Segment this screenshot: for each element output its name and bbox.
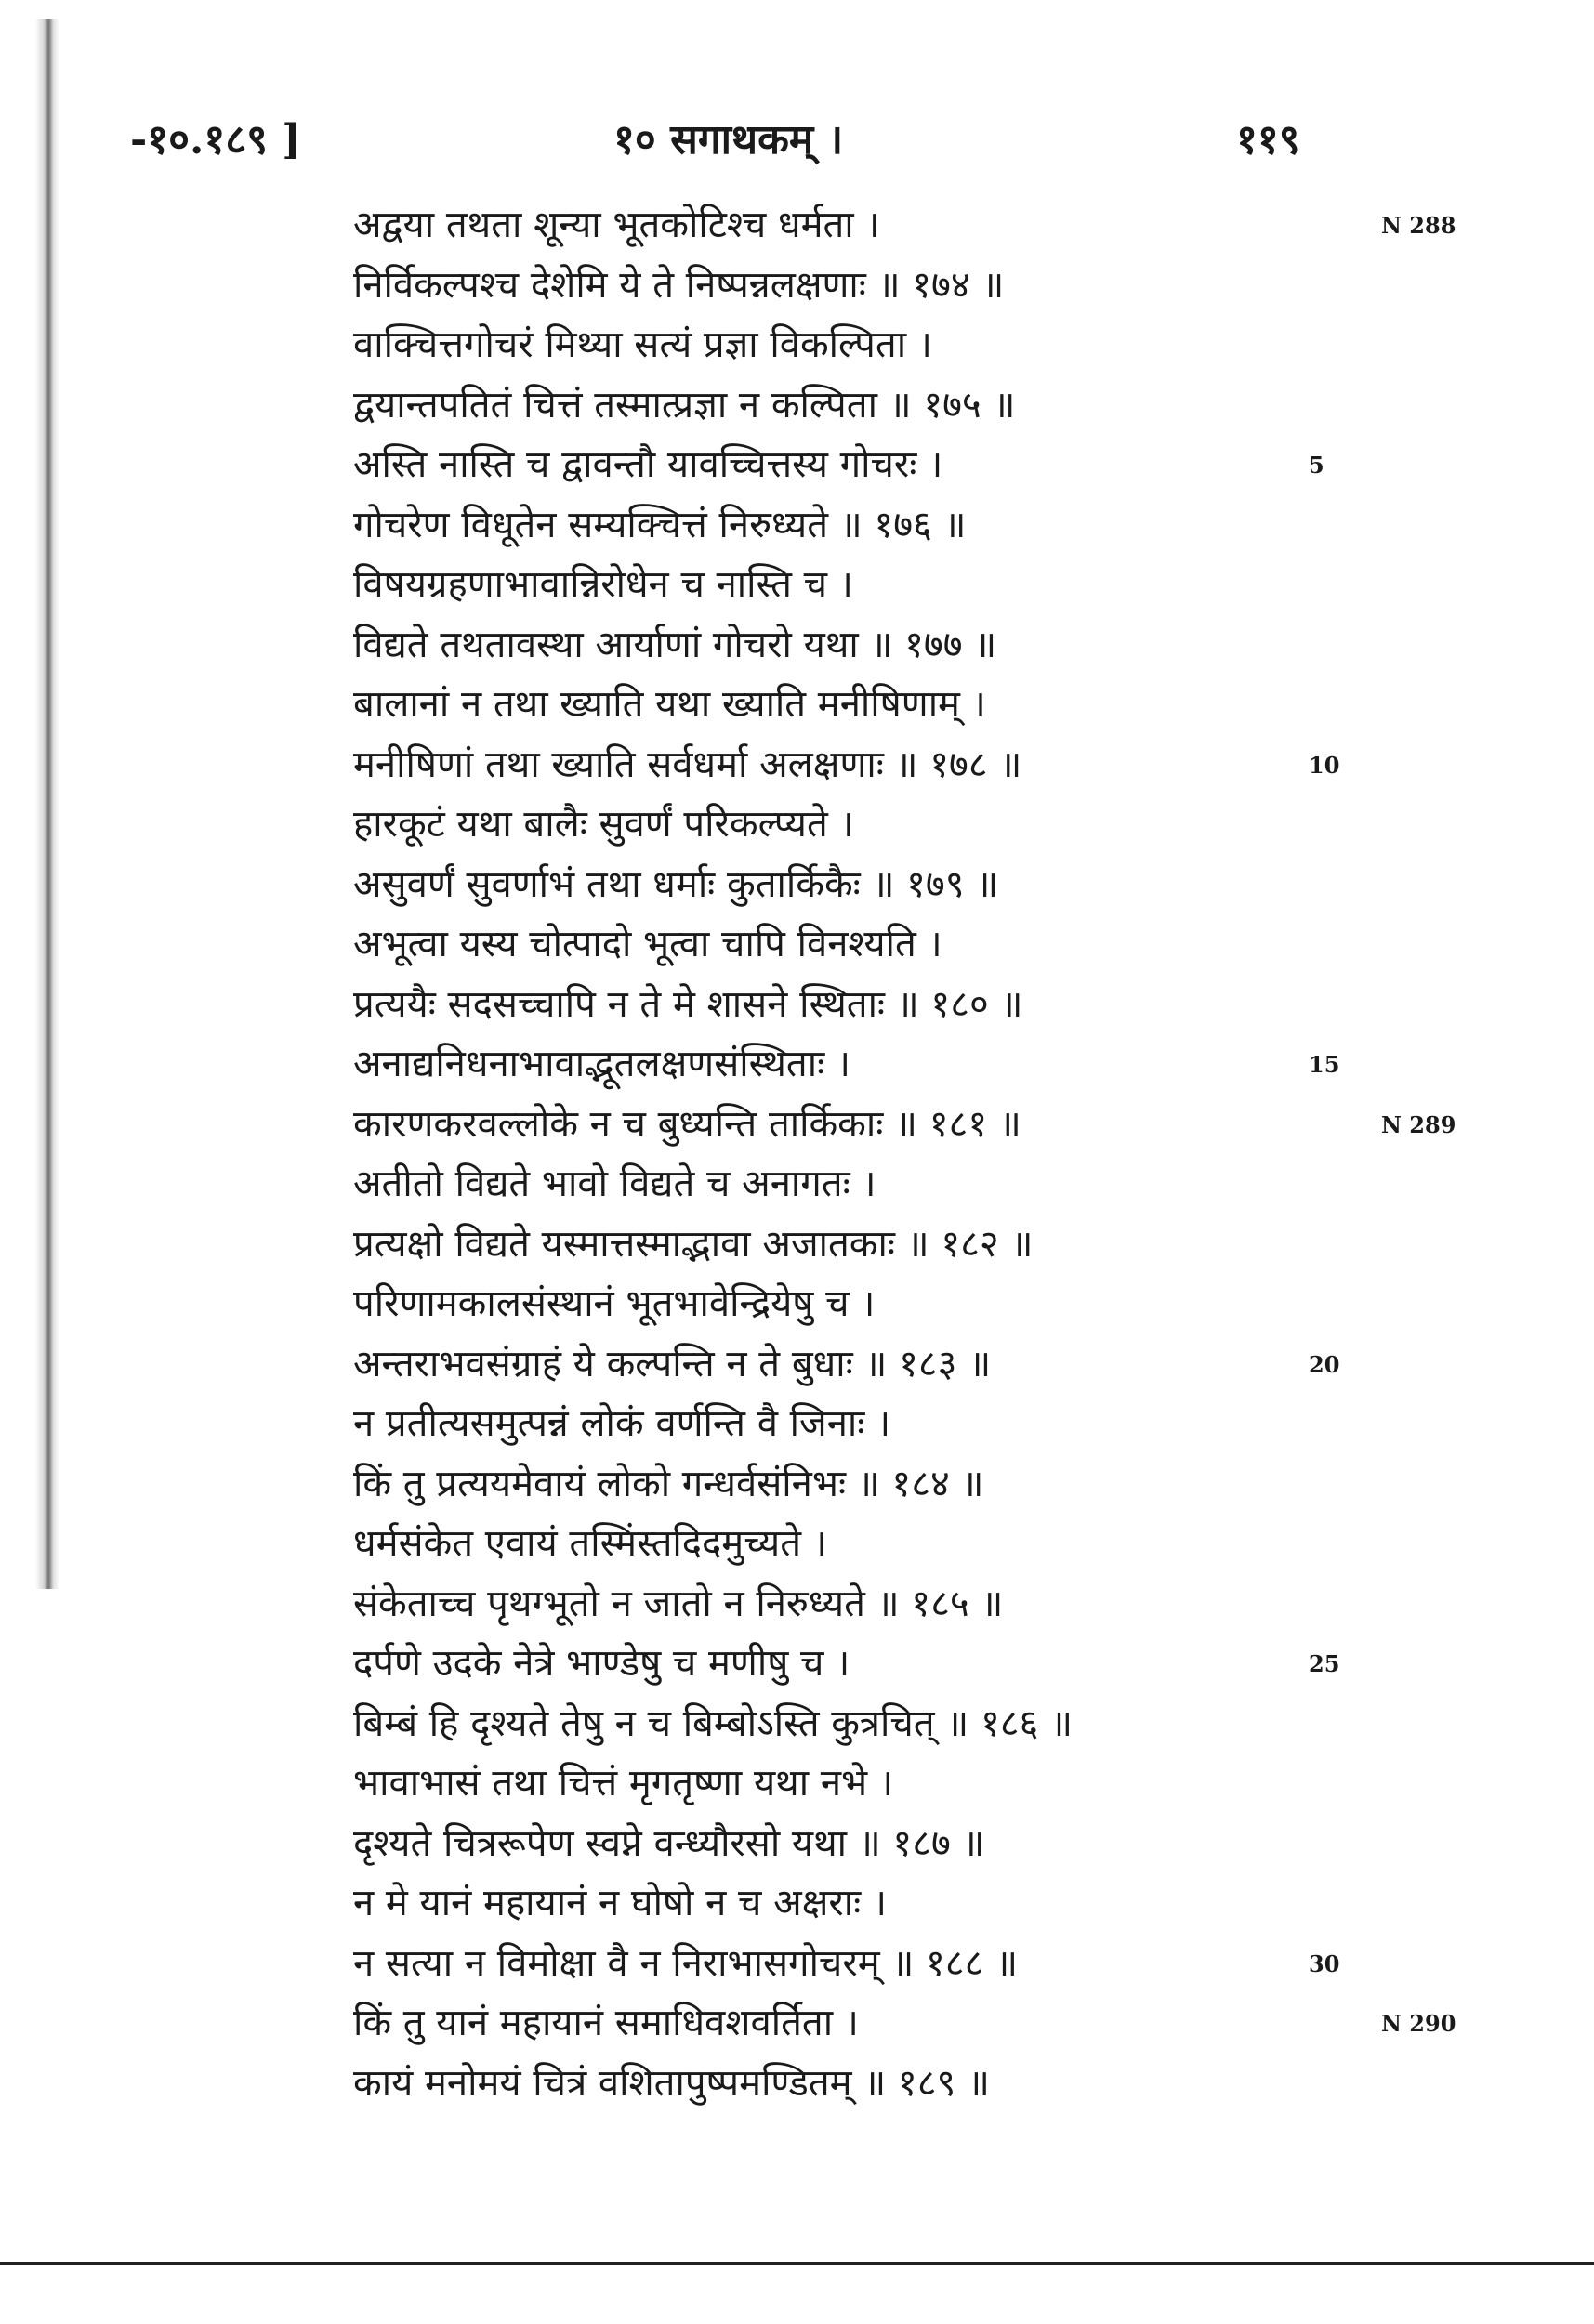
margin-line-number: 15 (1309, 1051, 1340, 1078)
verse-line: भावाभासं तथा चित्तं मृगतृष्णा यथा नभे । (353, 1762, 894, 1805)
margin-n-reference: N 289 (1381, 1110, 1456, 1138)
verse-line: न सत्या न विमोक्षा वै न निराभासगोचरम् ॥ १८८ ॥ (353, 1941, 1019, 1985)
verse-line: हारकूटं यथा बालैः सुवर्णं परिकल्प्यते । (353, 803, 854, 846)
verse-line: अतीतो विद्यते भावो विद्यते च अनागतः । (353, 1162, 876, 1205)
verse-line: गोचरेण विधूतेन सम्यक्चित्तं निरुध्यते ॥ १७६ ॥ (353, 503, 967, 546)
margin-n-reference: N 290 (1381, 2010, 1456, 2037)
verse-line: कारणकरवल्लोके न च बुध्यन्ति तार्किकाः ॥ १८१ ॥ (353, 1102, 1021, 1146)
margin-line-number: 25 (1309, 1650, 1340, 1677)
verse-line: अन्तराभवसंग्राहं ये कल्पन्ति न ते बुधाः ॥ १८३ ॥ (353, 1342, 992, 1385)
verse-line: दर्पणे उदके नेत्रे भाण्डेषु च मणीषु च । (353, 1642, 850, 1685)
margin-line-number: 30 (1309, 1950, 1340, 1977)
header-chapter-title: १० सगाथकम् । (613, 116, 844, 164)
verse-line: परिणामकालसंस्थानं भूतभावेन्द्रियेषु च । (353, 1282, 876, 1325)
header-page-number: ११९ (1236, 116, 1300, 164)
verse-line: विद्यते तथतावस्था आर्याणां गोचरो यथा ॥ १७७ ॥ (353, 623, 997, 666)
verse-line: अभूत्वा यस्य चोत्पादो भूत्वा चापि विनश्यति । (353, 923, 942, 965)
margin-line-number: 10 (1309, 751, 1340, 779)
verse-line: विषयग्रहणाभावान्निरोधेन च नास्ति च । (353, 563, 853, 606)
verse-block (353, 195, 1301, 2113)
footer-rule (0, 2262, 1594, 2265)
verse-line: मनीषिणां तथा ख्याति सर्वधर्मा अलक्षणाः ॥ १७८ ॥ (353, 742, 1022, 786)
verse-line: वाक्चित्तगोचरं मिथ्या सत्यं प्रज्ञा विकल्पिता । (353, 323, 932, 366)
margin-line-number: 20 (1309, 1350, 1340, 1378)
header-section-ref: -१०.१८९ ] (130, 116, 302, 164)
verse-line: प्रत्ययैः सदसच्चापि न ते मे शासने स्थिताः ॥ १८० ॥ (353, 982, 1023, 1026)
verse-line: प्रत्यक्षो विद्यते यस्मात्तस्माद्भावा अजातकाः ॥ १८२ ॥ (353, 1222, 1034, 1266)
verse-line: किं तु प्रत्ययमेवायं लोको गन्धर्वसंनिभः ॥ १८४ ॥ (353, 1462, 984, 1505)
margin-line-number: 5 (1309, 452, 1324, 479)
verse-line: अद्वया तथता शून्या भूतकोटिश्च धर्मता । (353, 204, 880, 246)
page-binding-shadow (35, 19, 59, 1589)
verse-line: द्वयान्तपतितं चित्तं तस्मात्प्रज्ञा न कल्पिता ॥ १७५ ॥ (353, 383, 1016, 427)
margin-n-reference: N 288 (1381, 212, 1456, 239)
verse-line: न प्रतीत्यसमुत्पन्नं लोकं वर्णन्ति वै जिनाः । (353, 1402, 891, 1445)
verse-line: बिम्बं हि दृश्यते तेषु न च बिम्बोऽस्ति कुत्रचित् ॥ १८६ ॥ (353, 1701, 1074, 1745)
verse-line: कायं मनोमयं चित्रं वशितापुष्पमण्डितम् ॥ १८९ ॥ (353, 2061, 991, 2105)
verse-line: धर्मसंकेत एवायं तस्मिंस्तदिदमुच्यते । (353, 1522, 827, 1565)
verse-line: न मे यानं महायानं न घोषो न च अक्षराः । (353, 1882, 888, 1924)
verse-line: दृश्यते चित्ररूपेण स्वप्ने वन्ध्यौरसो यथा ॥ १८७ ॥ (353, 1821, 985, 1865)
verse-line: किं तु यानं महायानं समाधिवशवर्तिता । (353, 2002, 859, 2044)
verse-line: अनाद्यनिधनाभावाद्भूतलक्षणसंस्थिताः । (353, 1043, 851, 1085)
verse-line: निर्विकल्पश्च देशेमि ये ते निष्पन्नलक्षणाः ॥ १७४ ॥ (353, 263, 1005, 307)
verse-line: अस्ति नास्ति च द्वावन्तौ यावच्चित्तस्य गोचरः । (353, 443, 943, 486)
verse-line: संकेताच्च पृथग्भूतो न जातो न निरुध्यते ॥ १८५ ॥ (353, 1582, 1004, 1625)
verse-line: बालानां न तथा ख्याति यथा ख्याति मनीषिणाम् । (353, 683, 986, 726)
verse-line: असुवर्णं सुवर्णाभं तथा धर्माः कुतार्किकैः ॥ १७९ ॥ (353, 862, 999, 906)
